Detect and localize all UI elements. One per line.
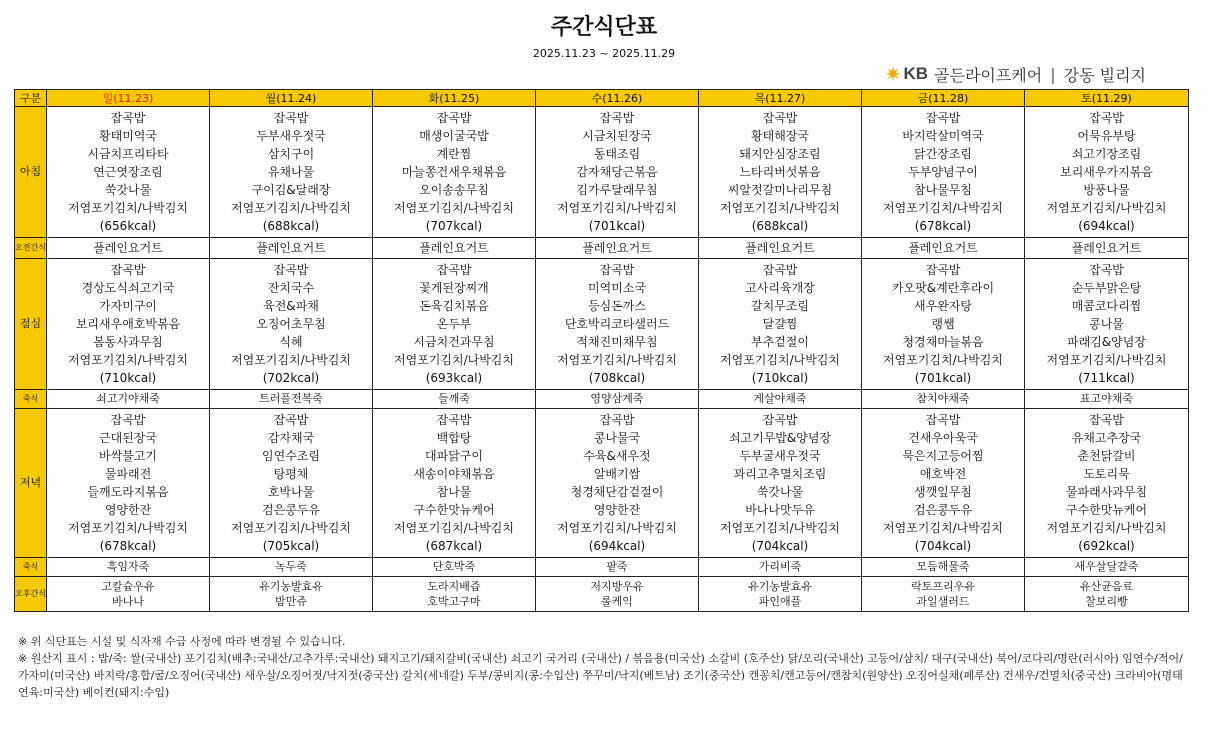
menu-cell: 게살야채죽	[699, 390, 862, 409]
menu-item: (710kcal)	[99, 371, 157, 385]
menu-item: 황태미역국	[99, 129, 157, 143]
menu-item: 잡곡밥	[1089, 413, 1124, 427]
menu-item: 꽃게된장찌개	[419, 281, 489, 295]
menu-item: 도토리묵	[1083, 467, 1130, 481]
menu-item: 두부새우젓국	[256, 129, 326, 143]
menu-item: 경상도식쇠고기국	[81, 281, 175, 295]
menu-item: 잡곡밥	[762, 263, 798, 277]
menu-item: 락토프리우유	[911, 580, 975, 593]
menu-item: 찰보리빵	[1085, 595, 1128, 608]
menu-item: 육전&파채	[263, 299, 319, 313]
menu-item: 잡곡밥	[925, 413, 961, 427]
menu-item: 매생이굴국밥	[419, 129, 489, 143]
day-header: 화(11.25)	[373, 90, 536, 107]
menu-item: 잡곡밥	[762, 413, 798, 427]
menu-item: 잡곡밥	[436, 111, 472, 125]
menu-cell: 플레인요거트	[862, 238, 1025, 259]
menu-cell	[1025, 577, 1189, 612]
menu-item: 두부양념구이	[908, 165, 978, 179]
menu-item: 연근엿장조림	[93, 165, 163, 179]
menu-item: 들깨도라지볶음	[87, 485, 169, 499]
menu-item: 잡곡밥	[436, 413, 472, 427]
menu-item: 부추겉절이	[751, 335, 809, 349]
menu-item: 보리새우애호박볶음	[75, 317, 181, 331]
menu-item: (707kcal)	[425, 219, 483, 233]
menu-item: 저염포기김치/나박김치	[557, 201, 677, 215]
row-label: 죽식	[15, 558, 47, 577]
menu-item: 저염포기김치/나박김치	[557, 521, 677, 535]
menu-item: 돼지안심장조림	[739, 147, 821, 161]
menu-item: 저염포기김치/나박김치	[394, 353, 514, 367]
menu-cell	[373, 107, 536, 238]
menu-item: 잡곡밥	[436, 263, 472, 277]
menu-item: 쑥갓나물	[756, 485, 804, 499]
menu-item: 마늘쫑건새우채볶음	[401, 165, 507, 179]
menu-cell	[210, 107, 373, 238]
menu-item: 수육&새우젓	[583, 449, 651, 463]
menu-item: 온두부	[436, 317, 472, 331]
day-header: 월(11.24)	[210, 90, 373, 107]
menu-cell	[536, 409, 699, 558]
menu-item: 카오팟&계란후라이	[891, 281, 995, 295]
menu-item: 잡곡밥	[110, 413, 146, 427]
menu-cell	[699, 409, 862, 558]
menu-item: 유기농발효유	[748, 580, 812, 593]
pm-snack-row	[15, 577, 1189, 612]
menu-item: 쑥갓나물	[104, 183, 152, 197]
menu-item: 대파닭구이	[425, 449, 483, 463]
menu-item: 봄동사과무침	[93, 335, 163, 349]
menu-item: 구이김&달래장	[251, 183, 331, 197]
menu-cell: 들깨죽	[373, 390, 536, 409]
menu-item: 저염포기김치/나박김치	[394, 201, 514, 215]
menu-item: (711kcal)	[1078, 371, 1135, 385]
menu-item: 잡곡밥	[925, 111, 961, 125]
menu-item: 꽈리고추멸치조림	[733, 467, 827, 481]
menu-cell	[210, 259, 373, 390]
menu-item: 유기농발효유	[259, 580, 323, 593]
menu-item: (688kcal)	[262, 219, 320, 233]
menu-item: 방풍나물	[1083, 183, 1130, 197]
menu-cell	[862, 409, 1025, 558]
menu-cell	[1025, 107, 1189, 238]
menu-cell: 표고야채죽	[1025, 390, 1189, 409]
row-label: 오후간식	[15, 577, 47, 612]
menu-item: 묵은지고등어찜	[902, 449, 984, 463]
menu-item: 고사리육개장	[745, 281, 815, 295]
am-snack-row	[15, 238, 1189, 259]
row-label: 점심	[15, 259, 47, 390]
menu-cell: 플레인요거트	[699, 238, 862, 259]
menu-cell	[373, 577, 536, 612]
menu-item: 저염포기김치/나박김치	[1046, 201, 1167, 215]
menu-cell: 모듬해물죽	[862, 558, 1025, 577]
menu-item: 고칼슘우유	[101, 580, 155, 593]
menu-item: 시금치된장국	[582, 129, 652, 143]
menu-item: 가자미구이	[99, 299, 157, 313]
menu-item: 검은콩두유	[262, 503, 320, 517]
menu-item: (701kcal)	[588, 219, 646, 233]
menu-item: 잡곡밥	[110, 263, 146, 277]
menu-item: 롤케익	[601, 595, 633, 608]
menu-item: (678kcal)	[914, 219, 972, 233]
menu-item: 구수한맛뉴케어	[413, 503, 495, 517]
menu-item: 청경채마늘볶음	[902, 335, 984, 349]
menu-cell: 플레인요거트	[536, 238, 699, 259]
logo-brand: KB	[903, 64, 929, 83]
menu-item: 구수한맛뉴케어	[1065, 503, 1148, 517]
logo-branch: 강동 빌리지	[1063, 65, 1146, 85]
menu-item: 청경채단감겉절이	[570, 485, 664, 499]
menu-item: 단호박리코타샐러드	[564, 317, 670, 331]
menu-cell: 쇠고기야채죽	[47, 390, 210, 409]
menu-item: 잡곡밥	[110, 111, 146, 125]
menu-item: 유채나물	[267, 165, 315, 179]
menu-item: 바나나맛두유	[745, 503, 815, 517]
menu-item: 느타리버섯볶음	[739, 165, 821, 179]
menu-item: 파인애플	[758, 595, 802, 608]
weekly-menu-table	[14, 89, 1189, 612]
menu-cell: 새우살달걀죽	[1025, 558, 1189, 577]
menu-cell	[1025, 409, 1189, 558]
menu-cell: 참치야채죽	[862, 390, 1025, 409]
menu-item: 쇠고기장조림	[1071, 147, 1142, 161]
menu-item: 순두부맑은탕	[1071, 281, 1142, 295]
menu-item: 저염포기김치/나박김치	[68, 521, 188, 535]
menu-item: 잡곡밥	[925, 263, 961, 277]
menu-item: 시금치건과무침	[413, 335, 495, 349]
menu-item: 감자채당근볶음	[576, 165, 658, 179]
menu-item: (692kcal)	[1078, 539, 1135, 553]
menu-item: 랭쌤	[931, 317, 955, 331]
date-range: 2025.11.23 ~ 2025.11.29	[532, 47, 676, 60]
menu-item: (678kcal)	[99, 539, 157, 553]
menu-item: 잡곡밥	[762, 111, 798, 125]
menu-item: 닭간장조림	[914, 147, 972, 161]
notes	[18, 633, 1190, 701]
menu-cell	[373, 409, 536, 558]
day-header: 금(11.28)	[862, 90, 1025, 107]
menu-item: 잡곡밥	[599, 263, 635, 277]
menu-item: 건새우아욱국	[908, 431, 978, 445]
menu-cell: 녹두죽	[210, 558, 373, 577]
menu-cell: 플레인요거트	[210, 238, 373, 259]
menu-cell	[47, 107, 210, 238]
menu-item: 시금치프리타타	[87, 147, 169, 161]
menu-item: 애호박전	[919, 467, 967, 481]
menu-item: 임연수조림	[262, 449, 320, 463]
menu-item: 호박고구마	[427, 595, 481, 608]
header-label: 구분	[15, 90, 47, 107]
menu-item: 새송이야채볶음	[413, 467, 495, 481]
menu-cell: 트러플전복죽	[210, 390, 373, 409]
menu-item: (701kcal)	[914, 371, 972, 385]
day-header: 수(11.26)	[536, 90, 699, 107]
menu-cell	[536, 107, 699, 238]
kb-star-icon: ✷	[884, 62, 902, 86]
menu-cell	[373, 259, 536, 390]
menu-item: 춘천닭갈비	[1077, 449, 1136, 463]
menu-item: 적채진미채무침	[576, 335, 658, 349]
page-title: 주간식단표	[550, 15, 658, 40]
menu-item: 참나물무침	[914, 183, 972, 197]
menu-item: 두부굴새우젓국	[739, 449, 821, 463]
menu-item: 저지방우유	[590, 580, 644, 593]
menu-item: (693kcal)	[425, 371, 483, 385]
menu-item: 과일샐러드	[916, 595, 970, 608]
menu-item: (694kcal)	[1078, 219, 1135, 233]
row-label: 저녁	[15, 409, 47, 558]
menu-item: 저염포기김치/나박김치	[1046, 353, 1167, 367]
menu-item: 삼치구이	[267, 147, 315, 161]
dinner-porridge-row	[15, 558, 1189, 577]
menu-cell: 플레인요거트	[1025, 238, 1189, 259]
menu-cell	[862, 107, 1025, 238]
menu-item: 백합탕	[436, 431, 472, 445]
menu-item: 밤만쥬	[275, 595, 307, 608]
day-header: 일(11.23)	[47, 90, 210, 107]
menu-item: 저염포기김치/나박김치	[883, 201, 1003, 215]
menu-cell: 단호박죽	[373, 558, 536, 577]
menu-item: 계란찜	[436, 147, 472, 161]
row-label: 오전간식	[15, 238, 47, 259]
menu-item: 등심돈까스	[588, 299, 646, 313]
menu-item: 어묵유부탕	[1077, 129, 1136, 143]
menu-item: 오이송송무침	[419, 183, 489, 197]
menu-item: 물파래사과무침	[1065, 485, 1148, 499]
note-line: ※ 원산지 표시 : 밥/죽: 쌀(국내산) 포기김치(배추:국내산/고추가루:국내산) 돼지고기/돼지갈비(국내산) 쇠고기 국거리 (국내산) / 볶음용(미국산) 소갈비 (호주산) 닭/오리(국내산) 고등어/삼치/ 대구(국내산) 북어/코다리/명란(러시아) 임연수/적어/가자미(미국산) 바지락/홍합/굴/오징어(국내산) 새우살/오징어젓/낙지젓(중국산) 갈치(세네갈) 두부/콩비지(콩:수입산) 쭈꾸미/낙지(베트남) 조기(중국산) 캔꽁치/캔고등어/캔참치(원양산) 오징어실채(페루산) 건새우/건멸치(중국산) 크라비아(명태연육:미국산) 베이컨(돼지:수입)	[18, 652, 1183, 699]
header-row	[15, 90, 1189, 107]
menu-item: 잡곡밥	[273, 263, 309, 277]
menu-item: (710kcal)	[751, 371, 809, 385]
menu-item: 생깻잎무침	[914, 485, 972, 499]
menu-item: 돈육김치볶음	[419, 299, 489, 313]
menu-cell: 가리비죽	[699, 558, 862, 577]
menu-cell	[699, 259, 862, 390]
lunch-porridge-row	[15, 390, 1189, 409]
menu-item: 매콤코다리찜	[1071, 299, 1142, 313]
menu-item: 미역미소국	[588, 281, 646, 295]
menu-item: 저염포기김치/나박김치	[231, 201, 351, 215]
menu-item: 달걀찜	[762, 317, 798, 331]
menu-item: 새우완자탕	[914, 299, 972, 313]
menu-cell	[47, 259, 210, 390]
lunch-row	[15, 259, 1189, 390]
menu-item: 저염포기김치/나박김치	[68, 353, 188, 367]
menu-item: 파래김&양념장	[1067, 335, 1146, 349]
row-label: 죽식	[15, 390, 47, 409]
breakfast-row	[15, 107, 1189, 238]
menu-item: 유채고추장국	[1071, 431, 1142, 445]
row-label: 아침	[15, 107, 47, 238]
menu-item: 바지락살미역국	[902, 129, 984, 143]
menu-item: 영양한잔	[593, 503, 641, 517]
menu-item: (656kcal)	[99, 219, 157, 233]
menu-item: (702kcal)	[262, 371, 320, 385]
menu-item: 잡곡밥	[599, 111, 635, 125]
menu-item: 저염포기김치/나박김치	[68, 201, 188, 215]
menu-cell	[862, 577, 1025, 612]
menu-item: 유산균음료	[1079, 580, 1134, 593]
menu-item: 동태조림	[593, 147, 641, 161]
menu-item: 알배기쌈	[593, 467, 641, 481]
menu-cell: 팥죽	[536, 558, 699, 577]
menu-item: 호박나물	[267, 485, 315, 499]
menu-item: 오징어초무침	[256, 317, 326, 331]
menu-cell: 플레인요거트	[47, 238, 210, 259]
menu-cell	[1025, 259, 1189, 390]
menu-cell	[536, 577, 699, 612]
menu-item: (688kcal)	[751, 219, 809, 233]
menu-item: 영양한잔	[104, 503, 152, 517]
menu-item: 참나물	[436, 485, 472, 499]
menu-item: 식혜	[279, 335, 303, 349]
menu-item: (708kcal)	[588, 371, 646, 385]
menu-item: 근대된장국	[99, 431, 157, 445]
menu-item: 탕평채	[273, 467, 309, 481]
menu-item: 김가루달래무침	[576, 183, 658, 197]
company-logo	[885, 62, 1146, 86]
day-header: 목(11.27)	[699, 90, 862, 107]
menu-item: 감자채국	[267, 431, 315, 445]
menu-item: 저염포기김치/나박김치	[720, 353, 840, 367]
menu-item: 저염포기김치/나박김치	[883, 521, 1003, 535]
menu-item: 쇠고기무밥&양념장	[728, 431, 832, 445]
menu-item: 갈치무조림	[751, 299, 809, 313]
menu-item: 잡곡밥	[1089, 263, 1124, 277]
menu-item: 잡곡밥	[273, 111, 309, 125]
menu-cell	[699, 107, 862, 238]
menu-cell	[210, 409, 373, 558]
menu-item: 도라지배즙	[427, 580, 481, 593]
menu-cell	[536, 259, 699, 390]
menu-item: (704kcal)	[914, 539, 972, 553]
menu-item: 저염포기김치/나박김치	[720, 201, 840, 215]
menu-item: 바나나	[112, 595, 144, 608]
menu-item: 저염포기김치/나박김치	[231, 353, 351, 367]
menu-item: 검은콩두유	[914, 503, 972, 517]
logo-name: 골든라이프케어	[934, 65, 1043, 85]
menu-item: 저염포기김치/나박김치	[557, 353, 677, 367]
menu-item: 저염포기김치/나박김치	[394, 521, 514, 535]
menu-cell	[47, 577, 210, 612]
menu-item: 씨알젓갈미나리무침	[727, 183, 833, 197]
menu-item: 잔치국수	[267, 281, 315, 295]
day-header: 토(11.29)	[1025, 90, 1189, 107]
menu-item: 물파래전	[104, 467, 152, 481]
menu-item: 저염포기김치/나박김치	[883, 353, 1003, 367]
menu-item: 저염포기김치/나박김치	[231, 521, 351, 535]
menu-item: 잡곡밥	[273, 413, 309, 427]
dinner-row	[15, 409, 1189, 558]
menu-cell	[699, 577, 862, 612]
menu-item: 황태해장국	[751, 129, 809, 143]
menu-item: 보리새우가지볶음	[1060, 165, 1153, 179]
note-line: ※ 위 식단표는 시설 및 식자재 수급 사정에 따라 변경될 수 있습니다.	[18, 635, 346, 648]
menu-item: 잡곡밥	[1089, 111, 1124, 125]
menu-item: (687kcal)	[425, 539, 483, 553]
menu-item: 콩나물	[1089, 317, 1124, 331]
menu-item: 저염포기김치/나박김치	[1046, 521, 1167, 535]
menu-item: 저염포기김치/나박김치	[720, 521, 840, 535]
menu-cell	[47, 409, 210, 558]
menu-item: 잡곡밥	[599, 413, 635, 427]
menu-item: (694kcal)	[588, 539, 646, 553]
menu-item: (705kcal)	[262, 539, 320, 553]
menu-cell	[210, 577, 373, 612]
menu-item: (704kcal)	[751, 539, 809, 553]
menu-item: 콩나물국	[593, 431, 641, 445]
menu-cell: 플레인요거트	[373, 238, 536, 259]
menu-item: 바싹불고기	[99, 449, 157, 463]
menu-cell	[862, 259, 1025, 390]
menu-cell: 흑임자죽	[47, 558, 210, 577]
menu-cell: 영양삼계죽	[536, 390, 699, 409]
logo-separator: |	[1050, 64, 1056, 84]
